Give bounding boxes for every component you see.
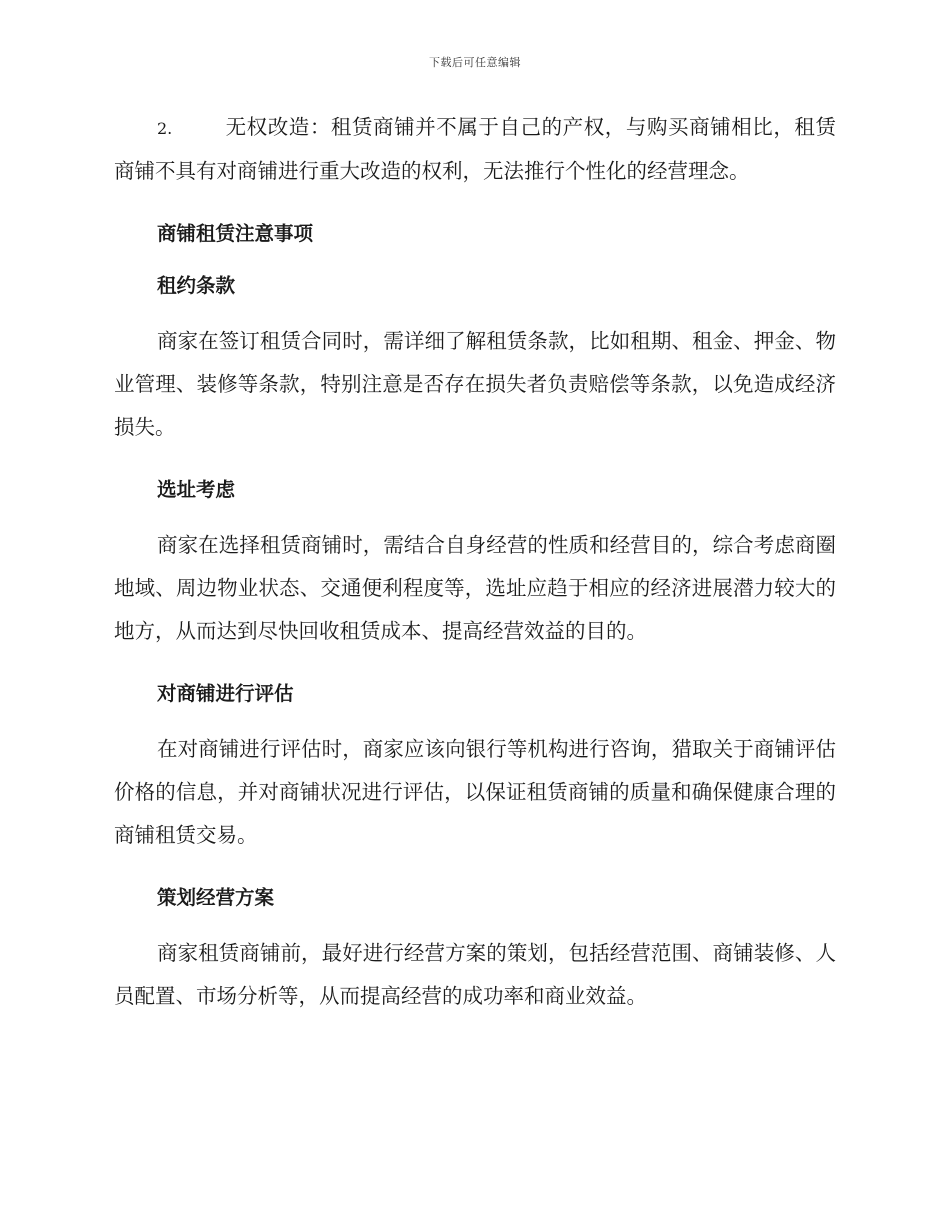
- numbered-item: [114, 106, 836, 193]
- page-header: 下载后可任意编辑: [429, 56, 521, 69]
- section-heading: 选址考虑: [157, 478, 236, 501]
- section-heading: 租约条款: [157, 274, 236, 297]
- section-heading: 对商铺进行评估: [157, 682, 294, 705]
- main-heading: 商铺租赁注意事项: [157, 222, 314, 245]
- section-body: 商家在签订租赁合同时，需详细了解租赁条款，比如租期、租金、押金、物业管理、装修等条款，特别注意是否存在损失者负责赔偿等条款，以免造成经济损失。: [114, 329, 836, 439]
- section-body: 在对商铺进行评估时，商家应该向银行等机构进行咨询，猎取关于商铺评估价格的信息，并对商铺状况进行评估，以保证租赁商铺的质量和确保健康合理的商铺租赁交易。: [114, 737, 836, 847]
- section-body: 商家租赁商铺前，最好进行经营方案的策划，包括经营范围、商铺装修、人员配置、市场分析等，从而提高经营的成功率和商业效益。: [114, 941, 836, 1008]
- item-text: 无权改造：租赁商铺并不属于自己的产权，与购买商铺相比，租赁商铺不具有对商铺进行重大改造的权利，无法推行个性化的经营理念。: [114, 115, 836, 183]
- section-heading: 策划经营方案: [157, 886, 275, 909]
- document-body: [114, 106, 836, 1018]
- item-number: 2.: [157, 119, 173, 138]
- section-body: 商家在选择租赁商铺时，需结合自身经营的性质和经营目的，综合考虑商圈地域、周边物业状态、交通便利程度等，选址应趋于相应的经济进展潜力较大的地方，从而达到尽快回收租赁成本、提高经营效益的目的。: [114, 533, 836, 643]
